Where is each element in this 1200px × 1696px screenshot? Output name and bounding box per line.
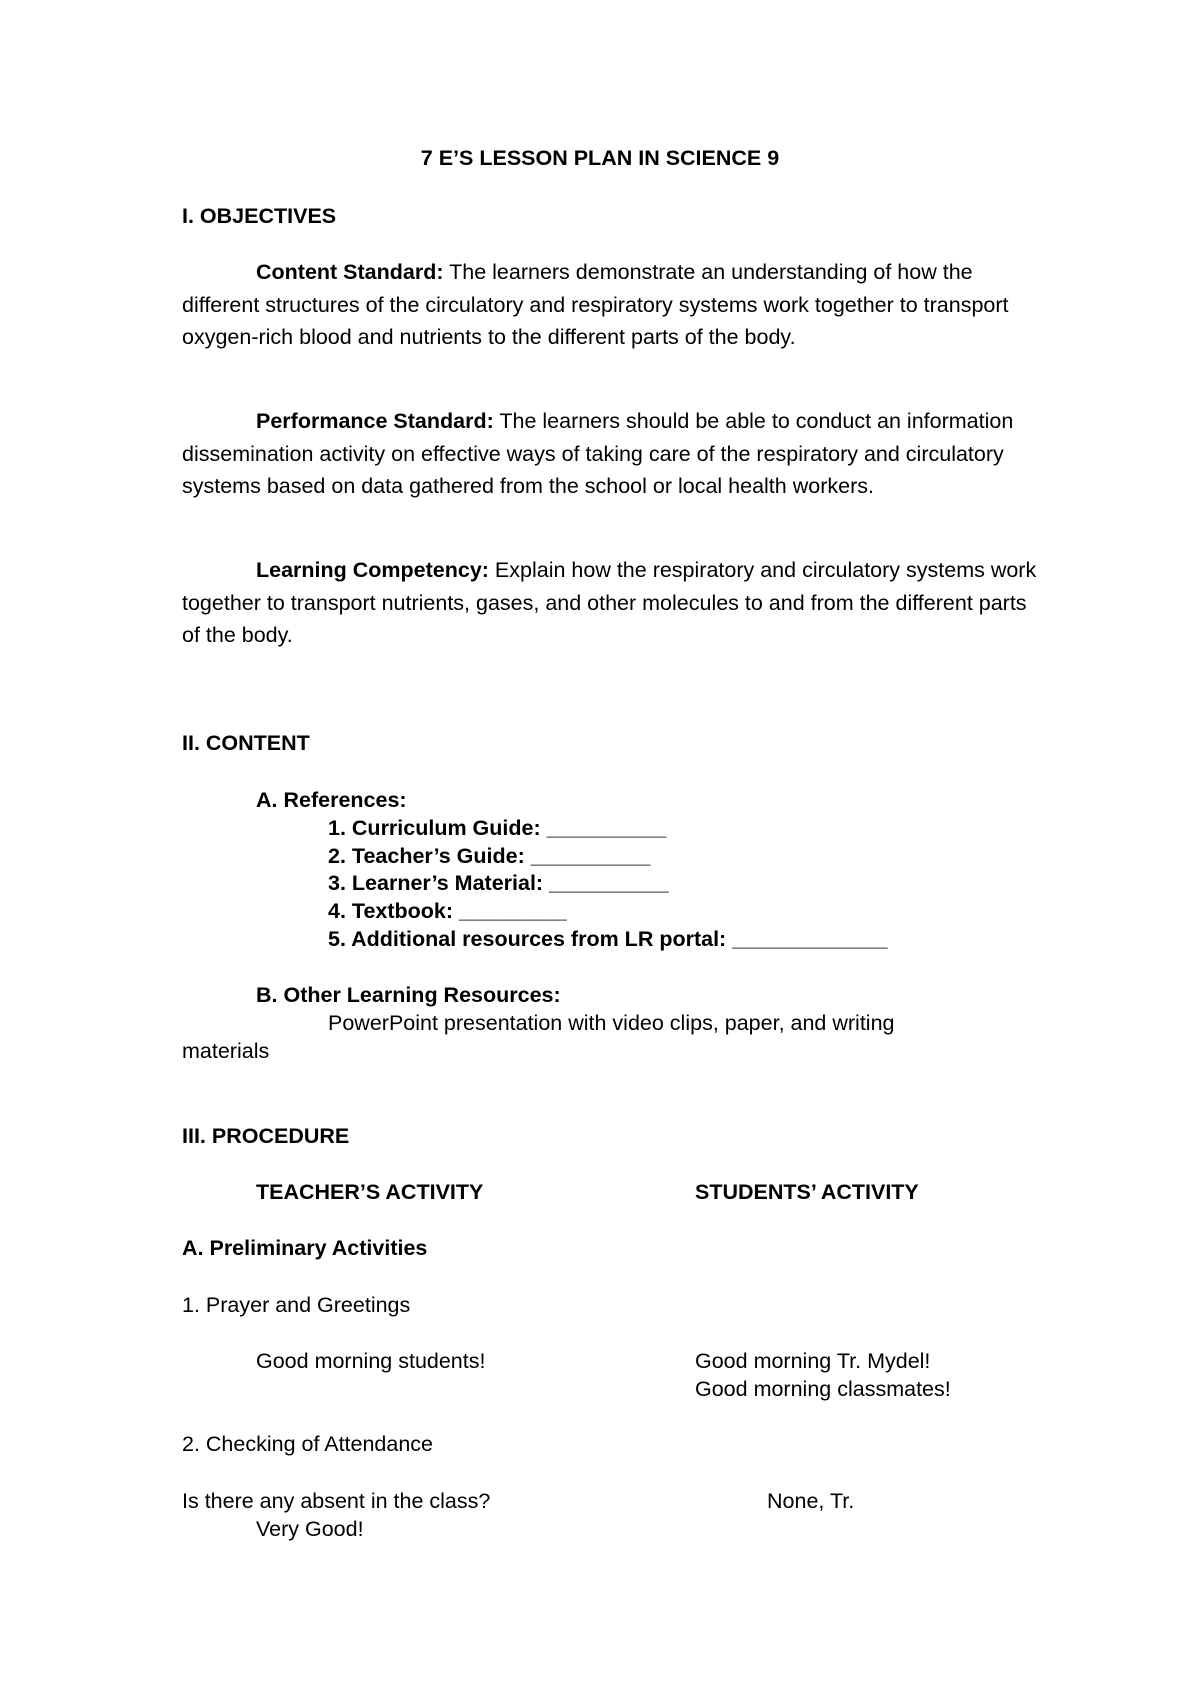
other-resources-text-cont: materials	[182, 1039, 270, 1063]
student-greeting: Good morning classmates!	[695, 1377, 951, 1401]
content-standard-text: The learners demonstrate an understanding of how the different structures of the circulatory and respiratory systems work together to transport oxygen-rich blood and nutrients to the different parts of the body.	[182, 260, 1009, 349]
preliminary-activities: A. Preliminary Activities	[182, 1236, 428, 1260]
reference-item: 1. Curriculum Guide: __________	[328, 816, 667, 840]
content-standard-label: Content Standard:	[256, 260, 444, 284]
performance-standard-label: Performance Standard:	[256, 409, 494, 433]
reference-item: 5. Additional resources from LR portal: _____________	[328, 927, 888, 951]
performance-standard	[182, 405, 1042, 503]
reference-item: 2. Teacher’s Guide: __________	[328, 844, 651, 868]
teacher-activity-header: TEACHER’S ACTIVITY	[256, 1180, 484, 1204]
references-label: A. References:	[256, 788, 407, 812]
student-greeting: Good morning Tr. Mydel!	[695, 1349, 931, 1373]
procedure-heading: III. PROCEDURE	[182, 1124, 350, 1148]
student-answer: None, Tr.	[767, 1489, 855, 1513]
page-title: 7 E’S LESSON PLAN IN SCIENCE 9	[420, 146, 780, 170]
other-resources-text: PowerPoint presentation with video clips, paper, and writing	[328, 1011, 895, 1035]
other-resources-label: B. Other Learning Resources:	[256, 983, 561, 1007]
content-heading: II. CONTENT	[182, 731, 310, 755]
students-activity-header: STUDENTS’ ACTIVITY	[695, 1180, 919, 1204]
reference-item: 4. Textbook: _________	[328, 899, 567, 923]
step-prayer-greetings: 1. Prayer and Greetings	[182, 1293, 411, 1317]
content-standard	[182, 256, 1042, 354]
teacher-greeting: Good morning students!	[256, 1349, 486, 1373]
learning-competency-text: Explain how the respiratory and circulatory systems work together to transport nutrients, gases, and other molecules to and from the different parts of the body.	[182, 558, 1037, 647]
learning-competency-label: Learning Competency:	[256, 558, 489, 582]
step-checking-attendance: 2. Checking of Attendance	[182, 1432, 434, 1456]
reference-item: 3. Learner’s Material: __________	[328, 871, 669, 895]
learning-competency	[182, 554, 1042, 652]
teacher-question: Is there any absent in the class?	[182, 1489, 491, 1513]
objectives-heading: I. OBJECTIVES	[182, 204, 337, 228]
performance-standard-text: The learners should be able to conduct an information dissemination activity on effective ways of taking care of the respiratory and circulatory systems based on data gathered from the school or local health workers.	[182, 409, 1014, 498]
teacher-response: Very Good!	[256, 1517, 364, 1541]
